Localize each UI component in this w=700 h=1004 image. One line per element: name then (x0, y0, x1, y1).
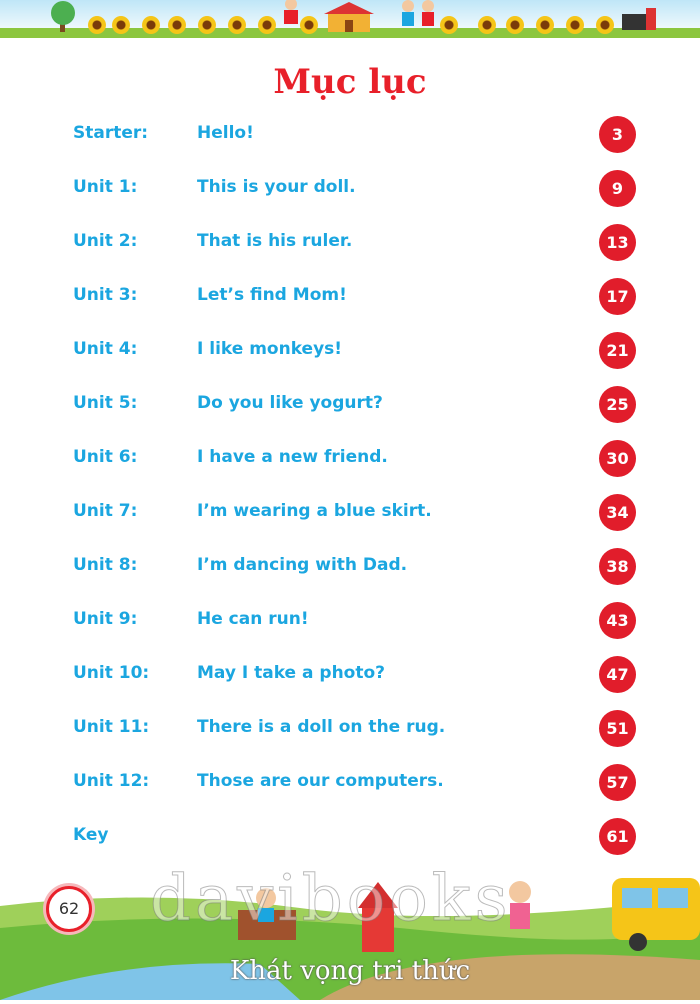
toc-entry (0, 655, 700, 695)
toc-page-number-badge: 13 (599, 224, 636, 261)
toc-page-number-badge: 25 (599, 386, 636, 423)
toc-unit-label: Unit 3: (73, 285, 138, 305)
toc-unit-label: Unit 1: (73, 177, 138, 197)
toc-page-number-badge: 43 (599, 602, 636, 639)
toc-page-number-badge: 47 (599, 656, 636, 693)
toc-unit-label: Unit 7: (73, 501, 138, 521)
toc-entry (0, 169, 700, 209)
toc-unit-label: Unit 11: (73, 717, 150, 737)
toc-page-number-badge: 9 (599, 170, 636, 207)
toc-unit-label: Unit 6: (73, 447, 138, 467)
toc-page-number-badge: 3 (599, 116, 636, 153)
toc-unit-title: There is a doll on the rug. (197, 717, 446, 737)
toc-unit-label: Unit 9: (73, 609, 138, 629)
toc-unit-title: He can run! (197, 609, 309, 629)
toc-page-number-badge: 57 (599, 764, 636, 801)
toc-entry (0, 763, 700, 803)
toc-entry (0, 493, 700, 533)
watermark: davibooks (150, 862, 512, 936)
toc-unit-title: May I take a photo? (197, 663, 386, 683)
tagline: Khát vọng tri thức (229, 956, 471, 986)
toc-page-number-badge: 34 (599, 494, 636, 531)
toc-unit-title: I like monkeys! (197, 339, 343, 359)
toc-unit-label: Unit 2: (73, 231, 138, 251)
toc-entry (0, 331, 700, 371)
toc-unit-title: I have a new friend. (197, 447, 388, 467)
toc-unit-label: Unit 4: (73, 339, 138, 359)
toc-entry (0, 223, 700, 263)
toc-page-number-badge: 51 (599, 710, 636, 747)
toc-unit-title: That is his ruler. (197, 231, 353, 251)
toc-entry (0, 115, 700, 155)
toc-unit-label: Unit 10: (73, 663, 150, 683)
toc-page-number-badge: 30 (599, 440, 636, 477)
toc-unit-title: Do you like yogurt? (197, 393, 383, 413)
toc-entry (0, 547, 700, 587)
toc-page-number-badge: 17 (599, 278, 636, 315)
toc-unit-title: Let’s find Mom! (197, 285, 347, 305)
toc-entry (0, 439, 700, 479)
toc-page-number-badge: 61 (599, 818, 636, 855)
page-title: Mục lục (273, 62, 427, 102)
toc-unit-label: Key (73, 825, 109, 845)
toc-unit-title: This is your doll. (197, 177, 356, 197)
toc-unit-label: Unit 8: (73, 555, 138, 575)
toc-entry (0, 709, 700, 749)
page-number-badge: 62 (46, 886, 92, 932)
toc-entry (0, 601, 700, 641)
toc-unit-title: Those are our computers. (197, 771, 444, 791)
toc-unit-title: I’m wearing a blue skirt. (197, 501, 432, 521)
toc-entry (0, 385, 700, 425)
toc-page-number-badge: 21 (599, 332, 636, 369)
toc-unit-title: I’m dancing with Dad. (197, 555, 408, 575)
toc-unit-label: Unit 12: (73, 771, 150, 791)
toc-unit-label: Unit 5: (73, 393, 138, 413)
toc-unit-label: Starter: (73, 123, 149, 143)
toc-entry (0, 817, 700, 857)
toc-entry (0, 277, 700, 317)
toc-unit-title: Hello! (197, 123, 254, 143)
toc-page-number-badge: 38 (599, 548, 636, 585)
